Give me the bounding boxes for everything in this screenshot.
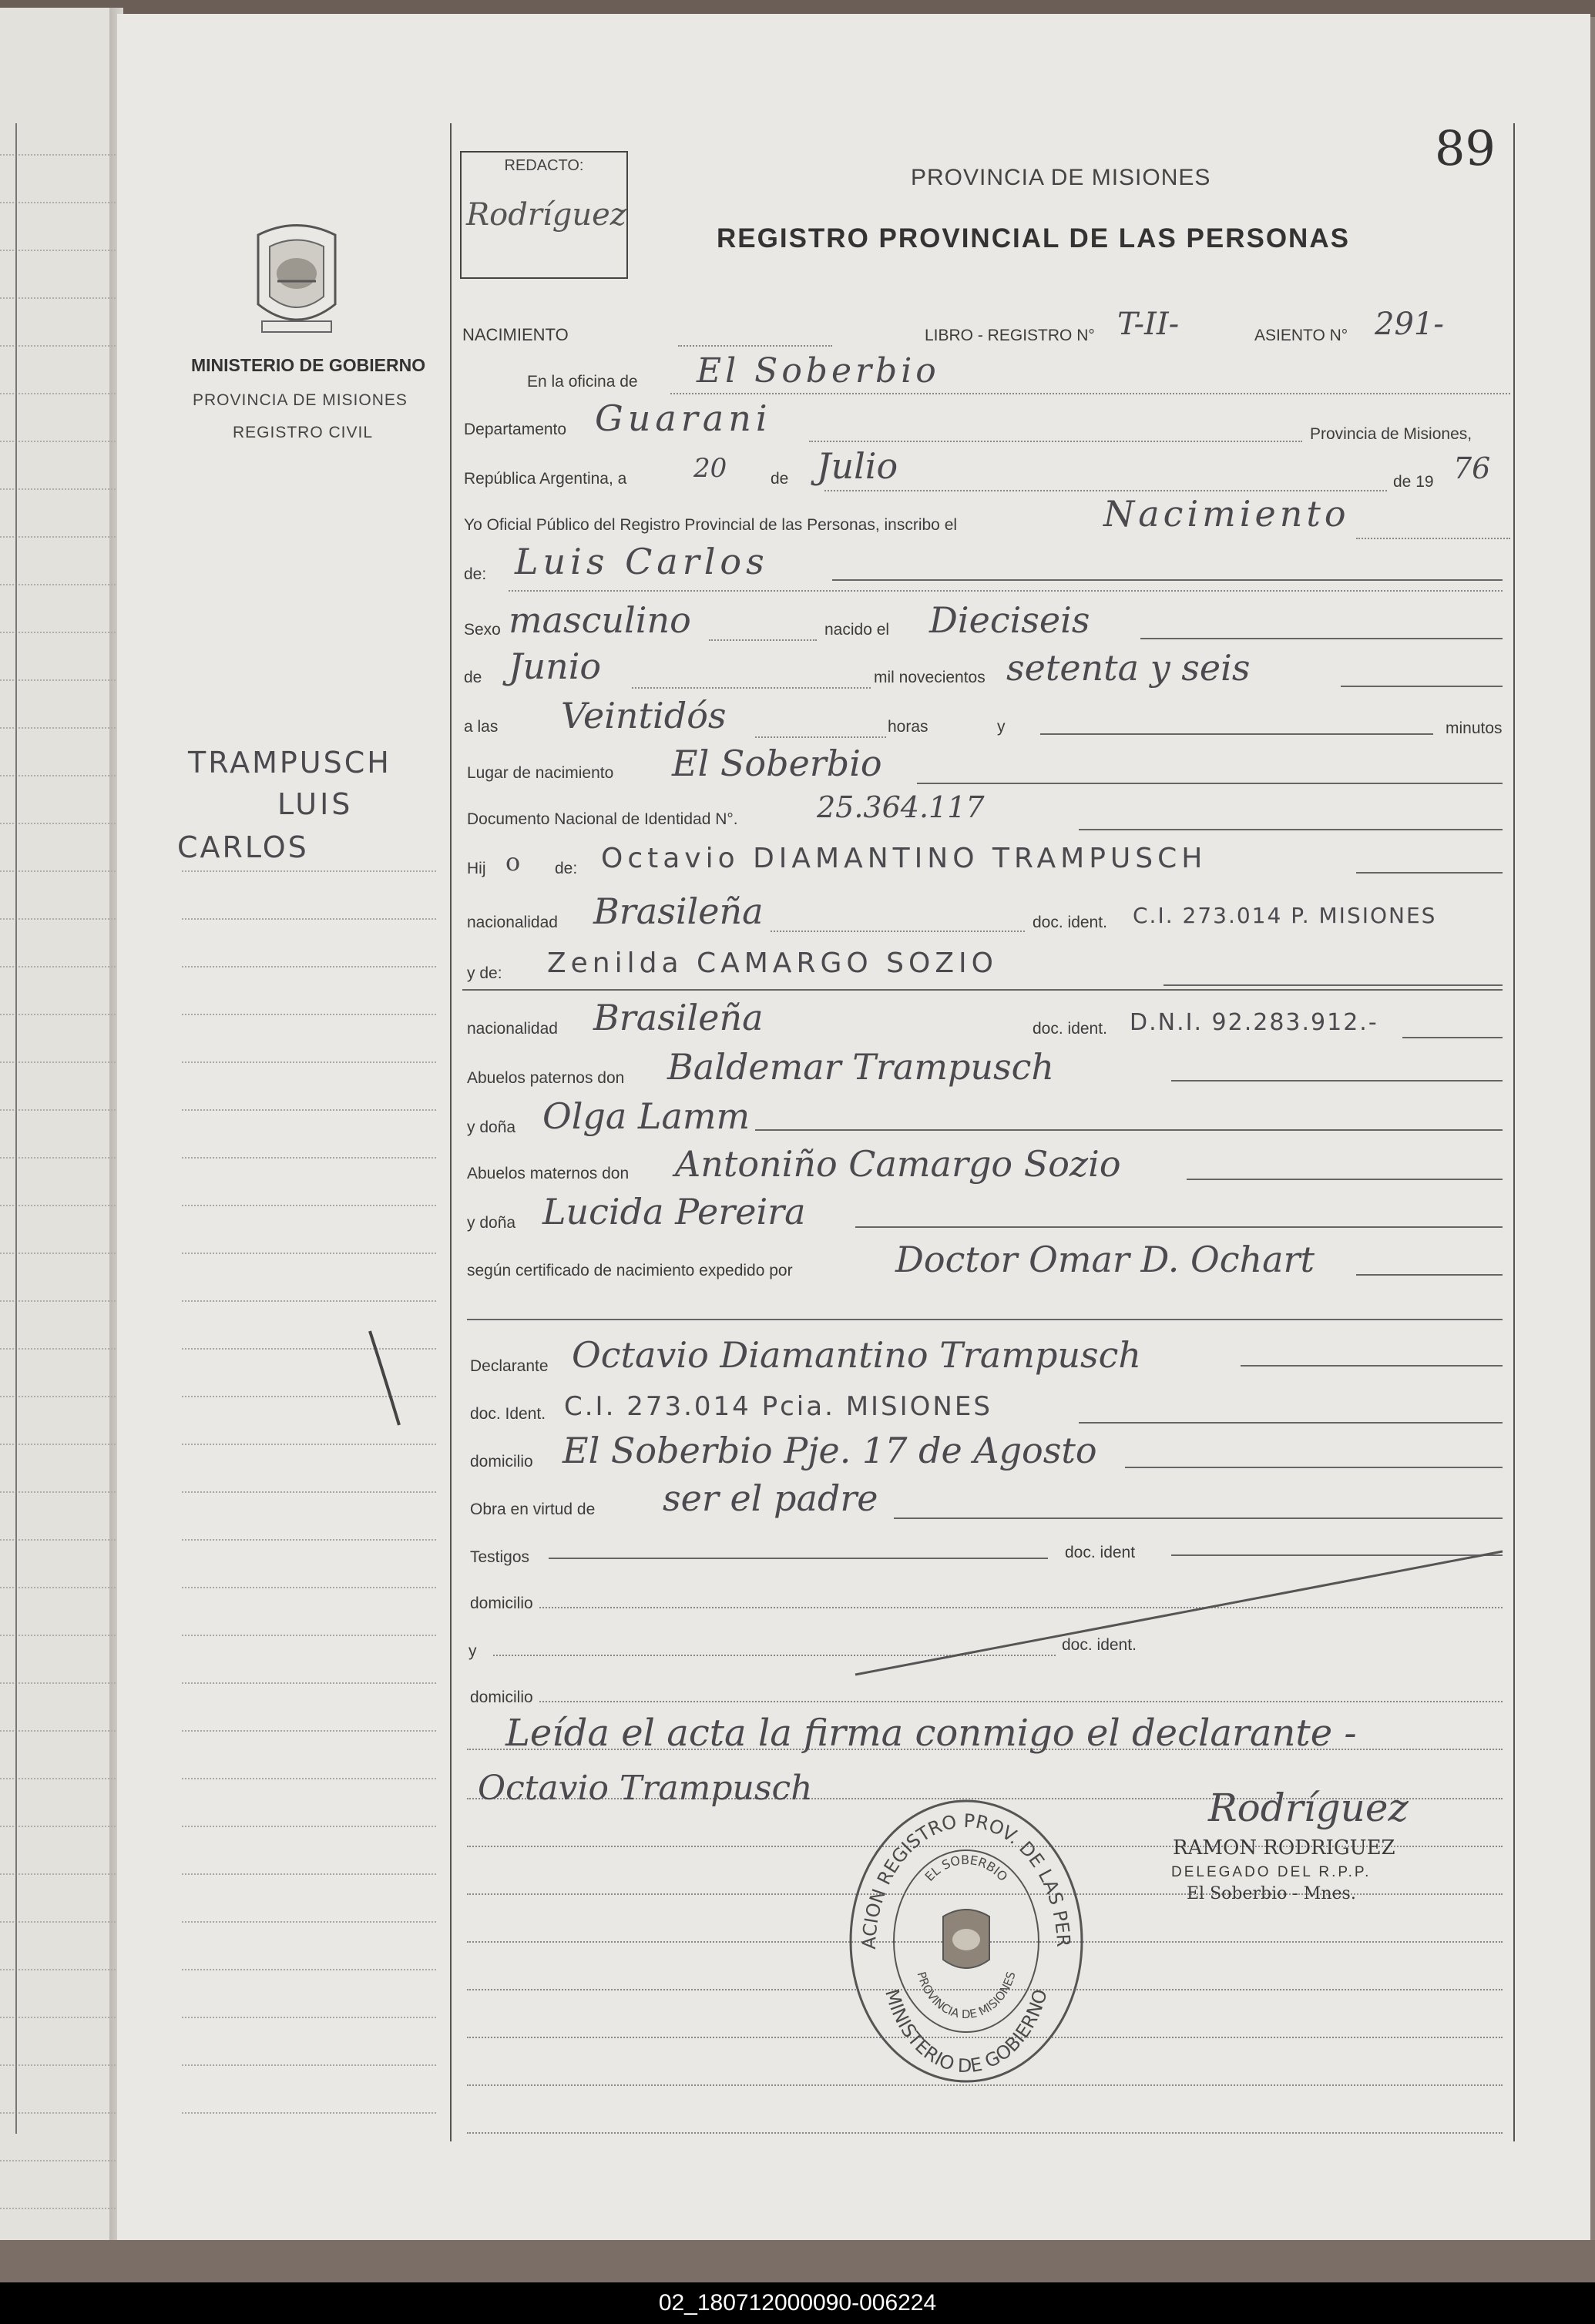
left-page-dotted-line (0, 2064, 116, 2066)
ministry-province: PROVINCIA DE MISIONES (193, 391, 408, 409)
doc-ident-padre-label: doc. ident. (1033, 914, 1107, 931)
departamento-value: Guarani (595, 397, 772, 439)
left-page-dotted-line (0, 1682, 116, 1684)
nacionalidad-padre-label: nacionalidad (467, 914, 558, 931)
form-fill-line (755, 1129, 1503, 1131)
left-page-dotted-line (0, 2112, 116, 2114)
ministry-registry: REGISTRO CIVIL (233, 424, 374, 441)
margin-dotted-line (182, 1826, 436, 1827)
certificado-value: Doctor Omar D. Ochart (895, 1239, 1315, 1280)
form-fill-line (509, 590, 1503, 592)
abuelo-materno-value: Antoniño Camargo Sozio (675, 1143, 1121, 1185)
form-fill-line (1241, 1365, 1503, 1367)
form-fill-line (632, 687, 871, 689)
obra-label: Obra en virtud de (470, 1501, 596, 1518)
delegado-name: RAMON RODRIGUEZ (1173, 1836, 1395, 1860)
delegado-signature: Rodríguez (1208, 1786, 1409, 1830)
form-fill-line (1356, 872, 1503, 874)
y-label: y (997, 718, 1006, 736)
left-page-dotted-line (0, 1348, 116, 1350)
page-number: 89 (1435, 120, 1496, 176)
delegado-title: DELEGADO DEL R.P.P. (1171, 1864, 1372, 1880)
sexo-label: Sexo (464, 621, 501, 639)
coat-of-arms-seal (243, 220, 351, 343)
libro-label: LIBRO - REGISTRO N° (925, 327, 1095, 344)
left-page-dotted-line (0, 584, 116, 585)
sexo-value: masculino (509, 599, 691, 641)
asiento-value: 291- (1375, 307, 1444, 342)
left-page-dotted-line (0, 1778, 116, 1779)
left-page-dotted-line (0, 870, 116, 872)
abuelos-maternos-label: Abuelos maternos don (467, 1165, 630, 1182)
oficina-label: En la oficina de (527, 373, 638, 391)
margin-dotted-line (182, 2017, 436, 2018)
stamp-lower-text: PROVINCIA DE MISIONES (914, 1970, 1019, 2022)
left-page-dotted-line (0, 1109, 116, 1111)
left-page-dotted-line (0, 1969, 116, 1970)
margin-note-name2: CARLOS (177, 830, 309, 864)
dona-materna-label: y doña (467, 1214, 516, 1232)
form-fill-line (1164, 984, 1503, 986)
dni-value: 25.364.117 (817, 790, 985, 824)
madre-value: Zenilda CAMARGO SOZIO (547, 947, 998, 979)
registry-title: REGISTRO PROVINCIAL DE LAS PERSONAS (717, 223, 1350, 253)
redacto-box (460, 151, 628, 279)
declarante-value: Octavio Diamantino Trampusch (572, 1334, 1142, 1376)
doc-ident-testigo2-label: doc. ident. (1062, 1636, 1137, 1654)
hora-value: Veintidós (561, 695, 727, 736)
certificado-label: según certificado de nacimiento expedido por (467, 1262, 793, 1279)
form-fill-line (1125, 1467, 1503, 1468)
province-heading: PROVINCIA DE MISIONES (911, 165, 1211, 190)
dona-paterna-label: y doña (467, 1118, 516, 1136)
hijo-suffix: o (505, 847, 521, 877)
form-fill-line (771, 931, 1025, 932)
doc-declarante-value: C.I. 273.014 Pcia. MISIONES (564, 1391, 992, 1422)
left-page-dotted-line (0, 2160, 116, 2161)
form-fill-line (1187, 1179, 1503, 1180)
declarante-label: Declarante (470, 1357, 549, 1375)
stamp-outer-text: ACION REGISTRO PROV. DE LAS PER (858, 1809, 1075, 1950)
form-fill-line (467, 2132, 1503, 2134)
form-fill-line (462, 989, 1503, 991)
margin-dotted-line (182, 2064, 436, 2066)
doc-ident-testigo1-label: doc. ident (1065, 1544, 1136, 1561)
left-page-dotted-line (0, 1396, 116, 1397)
margin-dotted-line (182, 1014, 436, 1015)
departamento-label: Departamento (464, 421, 567, 438)
redacto-signature: Rodríguez (466, 197, 626, 233)
hijo-label: Hij (467, 860, 486, 877)
doc-madre-value: D.N.I. 92.283.912.- (1130, 1009, 1378, 1036)
left-page-dotted-line (0, 345, 116, 347)
domicilio-label: domicilio (470, 1453, 533, 1471)
alas-label: a las (464, 718, 499, 736)
nacionalidad-madre-value: Brasileña (593, 997, 764, 1038)
left-page-dotted-line (0, 488, 116, 490)
y-testigo-label: y (468, 1642, 477, 1660)
left-page-dotted-line (0, 202, 116, 203)
form-fill-line (1079, 1422, 1503, 1424)
abuela-materna-value: Lucida Pereira (542, 1191, 806, 1232)
margin-dotted-line (182, 1921, 436, 1923)
margin-dotted-line (182, 1969, 436, 1970)
left-page-edge (0, 8, 116, 2242)
mil-label: mil novecientos (874, 669, 986, 686)
left-page-dotted-line (0, 823, 116, 824)
stamp-bottom-text: MINISTERIO DE GOBIERNO (881, 1987, 1052, 2078)
testigos-label: Testigos (470, 1548, 530, 1566)
left-page-dotted-line (0, 632, 116, 633)
form-fill-line (1402, 1037, 1503, 1038)
left-page-dotted-line (0, 2208, 116, 2209)
oficina-value: El Soberbio (697, 351, 940, 391)
left-page-dotted-line (0, 1061, 116, 1063)
nacido-label: nacido el (824, 621, 890, 639)
margin-dotted-line (182, 2112, 436, 2114)
form-fill-line (1356, 538, 1510, 539)
left-page-dotted-line (0, 2017, 116, 2018)
ministry-name: MINISTERIO DE GOBIERNO (191, 355, 426, 375)
left-page-rule (15, 123, 17, 2134)
lugar-label: Lugar de nacimiento (467, 764, 614, 782)
delegado-place: El Soberbio - Mnes. (1187, 1884, 1356, 1903)
margin-dotted-line (182, 1873, 436, 1875)
left-page-dotted-line (0, 1921, 116, 1923)
domicilio-testigo1-label: domicilio (470, 1595, 533, 1612)
form-fill-line (894, 1517, 1503, 1519)
mes-nacimiento-value: Junio (509, 646, 602, 687)
margin-dotted-line (182, 1061, 436, 1063)
margin-dotted-line (182, 918, 436, 920)
nacido-value: Dieciseis (929, 599, 1090, 641)
margin-dotted-line (182, 1682, 436, 1684)
right-rule (1513, 123, 1515, 2141)
left-page-dotted-line (0, 1587, 116, 1588)
margin-dotted-line (182, 870, 436, 872)
inscribo-value: Nacimiento (1103, 493, 1350, 535)
leida-text: Leída el acta la firma conmigo el declarante - (505, 1712, 1357, 1755)
margin-dotted-line (182, 1157, 436, 1159)
left-page-dotted-line (0, 1539, 116, 1541)
de-label-3: de (464, 669, 482, 686)
margin-dotted-line (182, 1205, 436, 1206)
image-caption: 02_180712000090-006224 (0, 2282, 1595, 2324)
margin-dotted-line (182, 966, 436, 967)
left-page-dotted-line (0, 1205, 116, 1206)
svg-text:PROVINCIA DE MISIONES (914, 1970, 1018, 2021)
margin-dotted-line (182, 1300, 436, 1302)
nacimiento-label: NACIMIENTO (462, 325, 569, 344)
svg-text:EL SOBERBIO (922, 1853, 1011, 1884)
left-page-dotted-line (0, 679, 116, 681)
redacto-label: REDACTO: (504, 157, 584, 174)
asiento-label: ASIENTO N° (1254, 327, 1348, 344)
margin-dotted-line (182, 1109, 436, 1111)
form-fill-line (1356, 1274, 1503, 1276)
left-page-dotted-line (0, 250, 116, 251)
form-fill-line (1040, 733, 1433, 735)
margin-dotted-line (182, 1587, 436, 1588)
margin-note-name1: LUIS (277, 787, 354, 821)
dni-label: Documento Nacional de Identidad N°. (467, 810, 738, 828)
obra-value: ser el padre (663, 1477, 878, 1519)
nacionalidad-madre-label: nacionalidad (467, 1020, 558, 1038)
form-fill-line (467, 1319, 1503, 1320)
strike-through-line (848, 1544, 1510, 1682)
anio-value: 76 (1453, 451, 1491, 485)
de-label-2: de: (464, 565, 487, 583)
yde-label: y de: (467, 964, 502, 982)
doc-ident-madre-label: doc. ident. (1033, 1020, 1107, 1038)
form-fill-line (824, 490, 1387, 491)
dia-value: 20 (693, 453, 727, 484)
margin-note-surname: TRAMPUSCH (188, 746, 391, 780)
left-page-dotted-line (0, 1300, 116, 1302)
left-page-dotted-line (0, 1014, 116, 1015)
hijo-de-label: de: (555, 860, 578, 877)
margin-dotted-line (182, 1778, 436, 1779)
left-page-dotted-line (0, 1444, 116, 1445)
form-fill-line (1171, 1080, 1503, 1082)
left-page-dotted-line (0, 393, 116, 394)
abuela-paterna-value: Olga Lamm (542, 1095, 750, 1137)
margin-dotted-line (182, 1635, 436, 1636)
form-fill-line (709, 639, 817, 641)
left-page-dotted-line (0, 1253, 116, 1254)
margin-pen-stroke (362, 1325, 408, 1433)
nombre-value: Luis Carlos (515, 541, 769, 582)
form-fill-line (917, 783, 1503, 784)
oficial-label: Yo Oficial Público del Registro Provincial de las Personas, inscribo el (464, 516, 958, 534)
doc-padre-value: C.I. 273.014 P. MISIONES (1133, 903, 1437, 928)
margin-rule (450, 123, 452, 2141)
libro-value: T-II- (1117, 307, 1180, 342)
minutos-label: minutos (1446, 719, 1503, 737)
form-fill-line (855, 1226, 1503, 1228)
left-page-dotted-line (0, 154, 116, 156)
stamp-inner-text: EL SOBERBIO (922, 1852, 1011, 1884)
form-fill-line (1140, 638, 1503, 639)
left-page-dotted-line (0, 1157, 116, 1159)
left-page-dotted-line (0, 775, 116, 776)
left-page-dotted-line (0, 727, 116, 729)
nacionalidad-padre-value: Brasileña (593, 890, 764, 932)
margin-dotted-line (182, 1539, 436, 1541)
left-page-dotted-line (0, 441, 116, 442)
mes-value: Julio (817, 445, 898, 487)
anio-label: de 19 (1393, 473, 1434, 491)
form-fill-line (670, 393, 1510, 394)
abuelo-paterno-value: Baldemar Trampusch (667, 1046, 1055, 1088)
margin-dotted-line (182, 1444, 436, 1445)
left-page-dotted-line (0, 297, 116, 299)
domicilio-value: El Soberbio Pje. 17 de Agosto (562, 1430, 1097, 1471)
background-bottom (0, 2240, 1595, 2282)
republica-label: República Argentina, a (464, 470, 627, 488)
form-fill-line (1341, 686, 1503, 687)
form-fill-line (755, 736, 886, 738)
firma-declarante: Octavio Trampusch (478, 1769, 813, 1808)
lugar-value: El Soberbio (672, 743, 882, 784)
left-page-dotted-line (0, 1635, 116, 1636)
margin-dotted-line (182, 1253, 436, 1254)
margin-dotted-line (182, 1491, 436, 1493)
form-fill-line (832, 579, 1503, 581)
margin-dotted-line (182, 1730, 436, 1732)
domicilio-testigo2-label: domicilio (470, 1689, 533, 1706)
form-fill-line (809, 441, 1302, 442)
left-page-dotted-line (0, 918, 116, 920)
left-page-dotted-line (0, 536, 116, 538)
left-page-dotted-line (0, 1826, 116, 1827)
de-label: de (771, 470, 789, 488)
left-page-dotted-line (0, 1730, 116, 1732)
padre-value: Octavio DIAMANTINO TRAMPUSCH (601, 843, 1207, 874)
form-fill-line (678, 345, 832, 347)
anio-nacimiento-value: setenta y seis (1006, 647, 1251, 689)
form-fill-line (539, 1701, 1503, 1702)
official-stamp (845, 1795, 1088, 2088)
form-fill-line (1079, 829, 1503, 830)
abuelos-paternos-label: Abuelos paternos don (467, 1069, 625, 1087)
left-page-dotted-line (0, 1491, 116, 1493)
left-page-dotted-line (0, 966, 116, 967)
doc-ident-declarante-label: doc. Ident. (470, 1405, 546, 1423)
horas-label: horas (888, 718, 928, 736)
provincia-label: Provincia de Misiones, (1310, 425, 1472, 443)
left-page-dotted-line (0, 1873, 116, 1875)
